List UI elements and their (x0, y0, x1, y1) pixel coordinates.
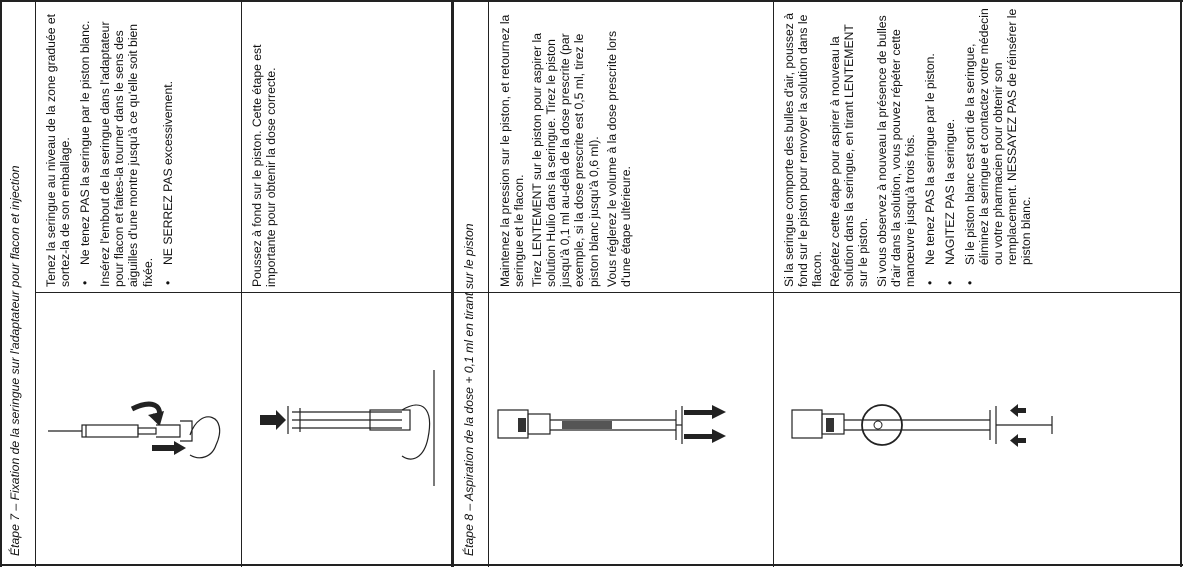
bullet-glyph: • (160, 280, 175, 285)
step8-title: Étape 8 – Aspiration de la dose + 0,1 ml en tirant sur le piston (462, 223, 476, 556)
step8-row1-paragraph-1: Maintenez la pression sur le piston, et retournez la seringue et le flacon. (498, 14, 527, 287)
step8-row1-paragraph-3: Vous réglerez le volume à la dose prescrite lors d'une étape ultérieure. (604, 30, 633, 287)
step8-row1-paragraph-2: Tirez LENTEMENT sur le piston pour aspirer la solution Hulio dans la seringue. Tirez le piston jusqu'à 0,1 ml au-delà de la dose prescrite (par exemple, si la dose prescrite est 0,5 ml, tirez le piston blanc jusqu'à 0,6 ml). (530, 33, 601, 287)
step7-row1-bullet-2 (161, 7, 175, 287)
bullet-glyph: • (922, 280, 937, 285)
step8-row2-bullet-2 (943, 5, 957, 287)
bullet-glyph: • (78, 280, 93, 285)
step8-row2-paragraph-3: Si vous observez à nouveau la présence de bulles d'air dans la solution, vous pouvez répéter cette manœuvre jusqu'à trois fois. (874, 15, 917, 287)
divider-step7-rows (241, 0, 242, 567)
step7-row1-paragraph-2: Insérez l'embout de la seringue dans l'adaptateur pour flacon et faites-la tourner dans le sens des aiguilles d'une montre jusqu'à ce qu'elle soit bien fixée. (98, 21, 155, 287)
step8-row2-paragraph-2: Répétez cette étape pour aspirer à nouveau la solution dans la seringue, en tirant LENTEMENT sur le piston. (828, 24, 871, 287)
table-border-left (0, 0, 2, 567)
step7-row1-bullet-1 (78, 7, 92, 287)
draw-dose-illustration (496, 396, 746, 456)
step7-title: Étape 7 – Fixation de la seringue sur l'adaptateur pour flacon et injection (8, 165, 22, 556)
table-border-right (1180, 0, 1182, 567)
step7-row1-bullet-1-text: Ne tenez PAS la seringue par le piston blanc. (78, 20, 93, 265)
divider-step8-rows (773, 0, 774, 567)
step8-row2-bullet-1-text: Ne tenez PAS la seringue par le piston. (922, 53, 937, 265)
step8-row1-text (498, 5, 637, 287)
step7-row2-paragraph-1: Poussez à fond sur le piston. Cette étape est importante pour obtenir la dose correcte. (250, 44, 279, 287)
step7-row2-text (250, 7, 282, 287)
syringe-attach-illustration (40, 395, 230, 475)
table-border-bottom (0, 564, 1183, 566)
step7-row1-paragraph-1: Tenez la seringue au niveau de la zone graduée et sortez-la de son emballage. (44, 13, 73, 287)
step8-row2-paragraph-1: Si la seringue comporte des bulles d'air, poussez à fond sur le piston pour renvoyer la solution dans le flacon. (782, 13, 825, 287)
air-bubbles-illustration (790, 396, 1070, 456)
divider-step8-title (488, 0, 489, 567)
divider-text-image (36, 292, 1180, 293)
divider-step-sections (451, 0, 454, 567)
bullet-glyph: • (963, 280, 978, 285)
step8-row2-bullet-3-text: Si le piston blanc est sorti de la seringue, éliminez la seringue et contactez votre médecin ou votre pharmacien pour obtenir son remplacement. NESSAYEZ PAS de réinsérer le piston blanc. (963, 8, 1034, 265)
step8-row2-bullet-3 (963, 5, 1033, 287)
step7-row1-bullet-2-text: NE SERREZ PAS excessivement. (160, 81, 175, 265)
push-plunger-illustration (252, 368, 442, 488)
step8-row2-bullet-1 (923, 5, 937, 287)
step8-row2-text (782, 5, 1040, 287)
step7-row1-text (44, 7, 181, 287)
bullet-glyph: • (942, 280, 957, 285)
table-border-top (0, 0, 1183, 2)
step8-row2-bullet-2-text: NAGITEZ PAS la seringue. (942, 118, 957, 265)
divider-step7-title (35, 0, 36, 567)
